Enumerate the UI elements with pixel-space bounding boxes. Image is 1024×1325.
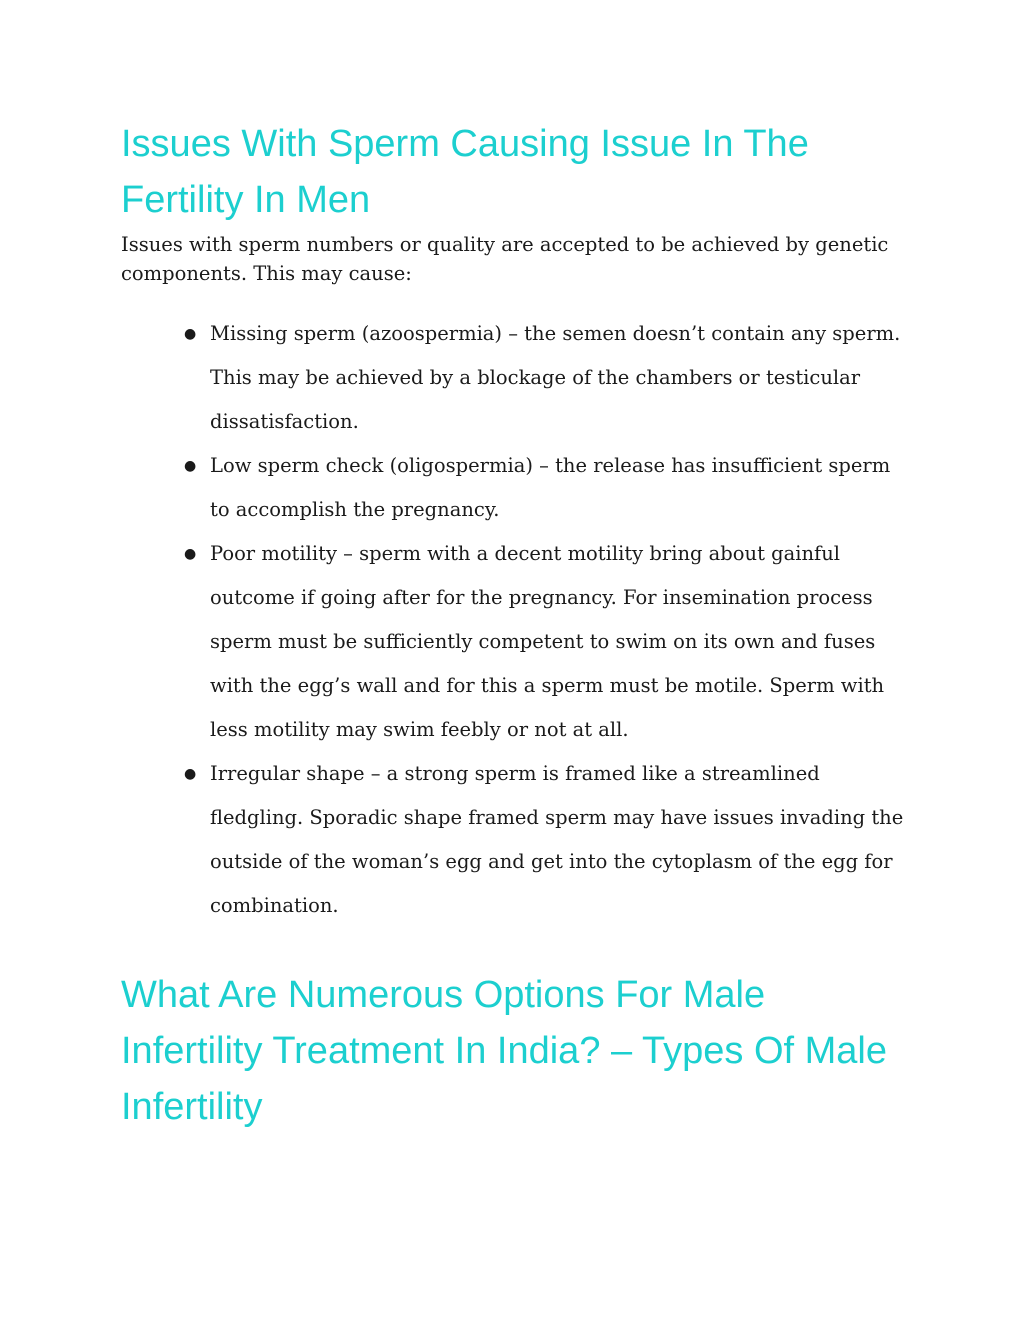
- list-item: [121, 312, 911, 444]
- document-page: [121, 116, 911, 1135]
- list-item-text: Irregular shape – a strong sperm is framed like a streamlined fledgling. Sporadic shape framed sperm may have issues invading the outside of the woman’s egg and get into the cytoplasm of the egg for combination.: [210, 762, 904, 917]
- bullet-icon: ●: [184, 546, 197, 562]
- bullet-icon: ●: [184, 326, 197, 342]
- causes-list: [121, 312, 911, 928]
- list-item-text: Low sperm check (oligospermia) – the release has insufficient sperm to accomplish the pregnancy.: [210, 454, 891, 521]
- list-item: [121, 444, 911, 532]
- list-item-text: Missing sperm (azoospermia) – the semen doesn’t contain any sperm. This may be achieved by a blockage of the chambers or testicular dissatisfaction.: [210, 322, 901, 433]
- section-heading-treatment-options: What Are Numerous Options For Male Infertility Treatment In India? – Types Of Male Infertility: [121, 974, 887, 1128]
- section-heading-sperm-issues: Issues With Sperm Causing Issue In The Fertility In Men: [121, 123, 809, 221]
- bullet-icon: ●: [184, 766, 197, 782]
- bullet-icon: ●: [184, 458, 197, 474]
- list-item: [121, 752, 911, 928]
- list-item: [121, 532, 911, 752]
- list-item-text: Poor motility – sperm with a decent motility bring about gainful outcome if going after for the pregnancy. For insemination process sperm must be sufficiently competent to swim on its own and fuses with the egg’s wall and for this a sperm must be motile. Sperm with less motility may swim feebly or not at all.: [210, 542, 885, 741]
- intro-paragraph: Issues with sperm numbers or quality are accepted to be achieved by genetic components. This may cause:: [121, 233, 889, 285]
